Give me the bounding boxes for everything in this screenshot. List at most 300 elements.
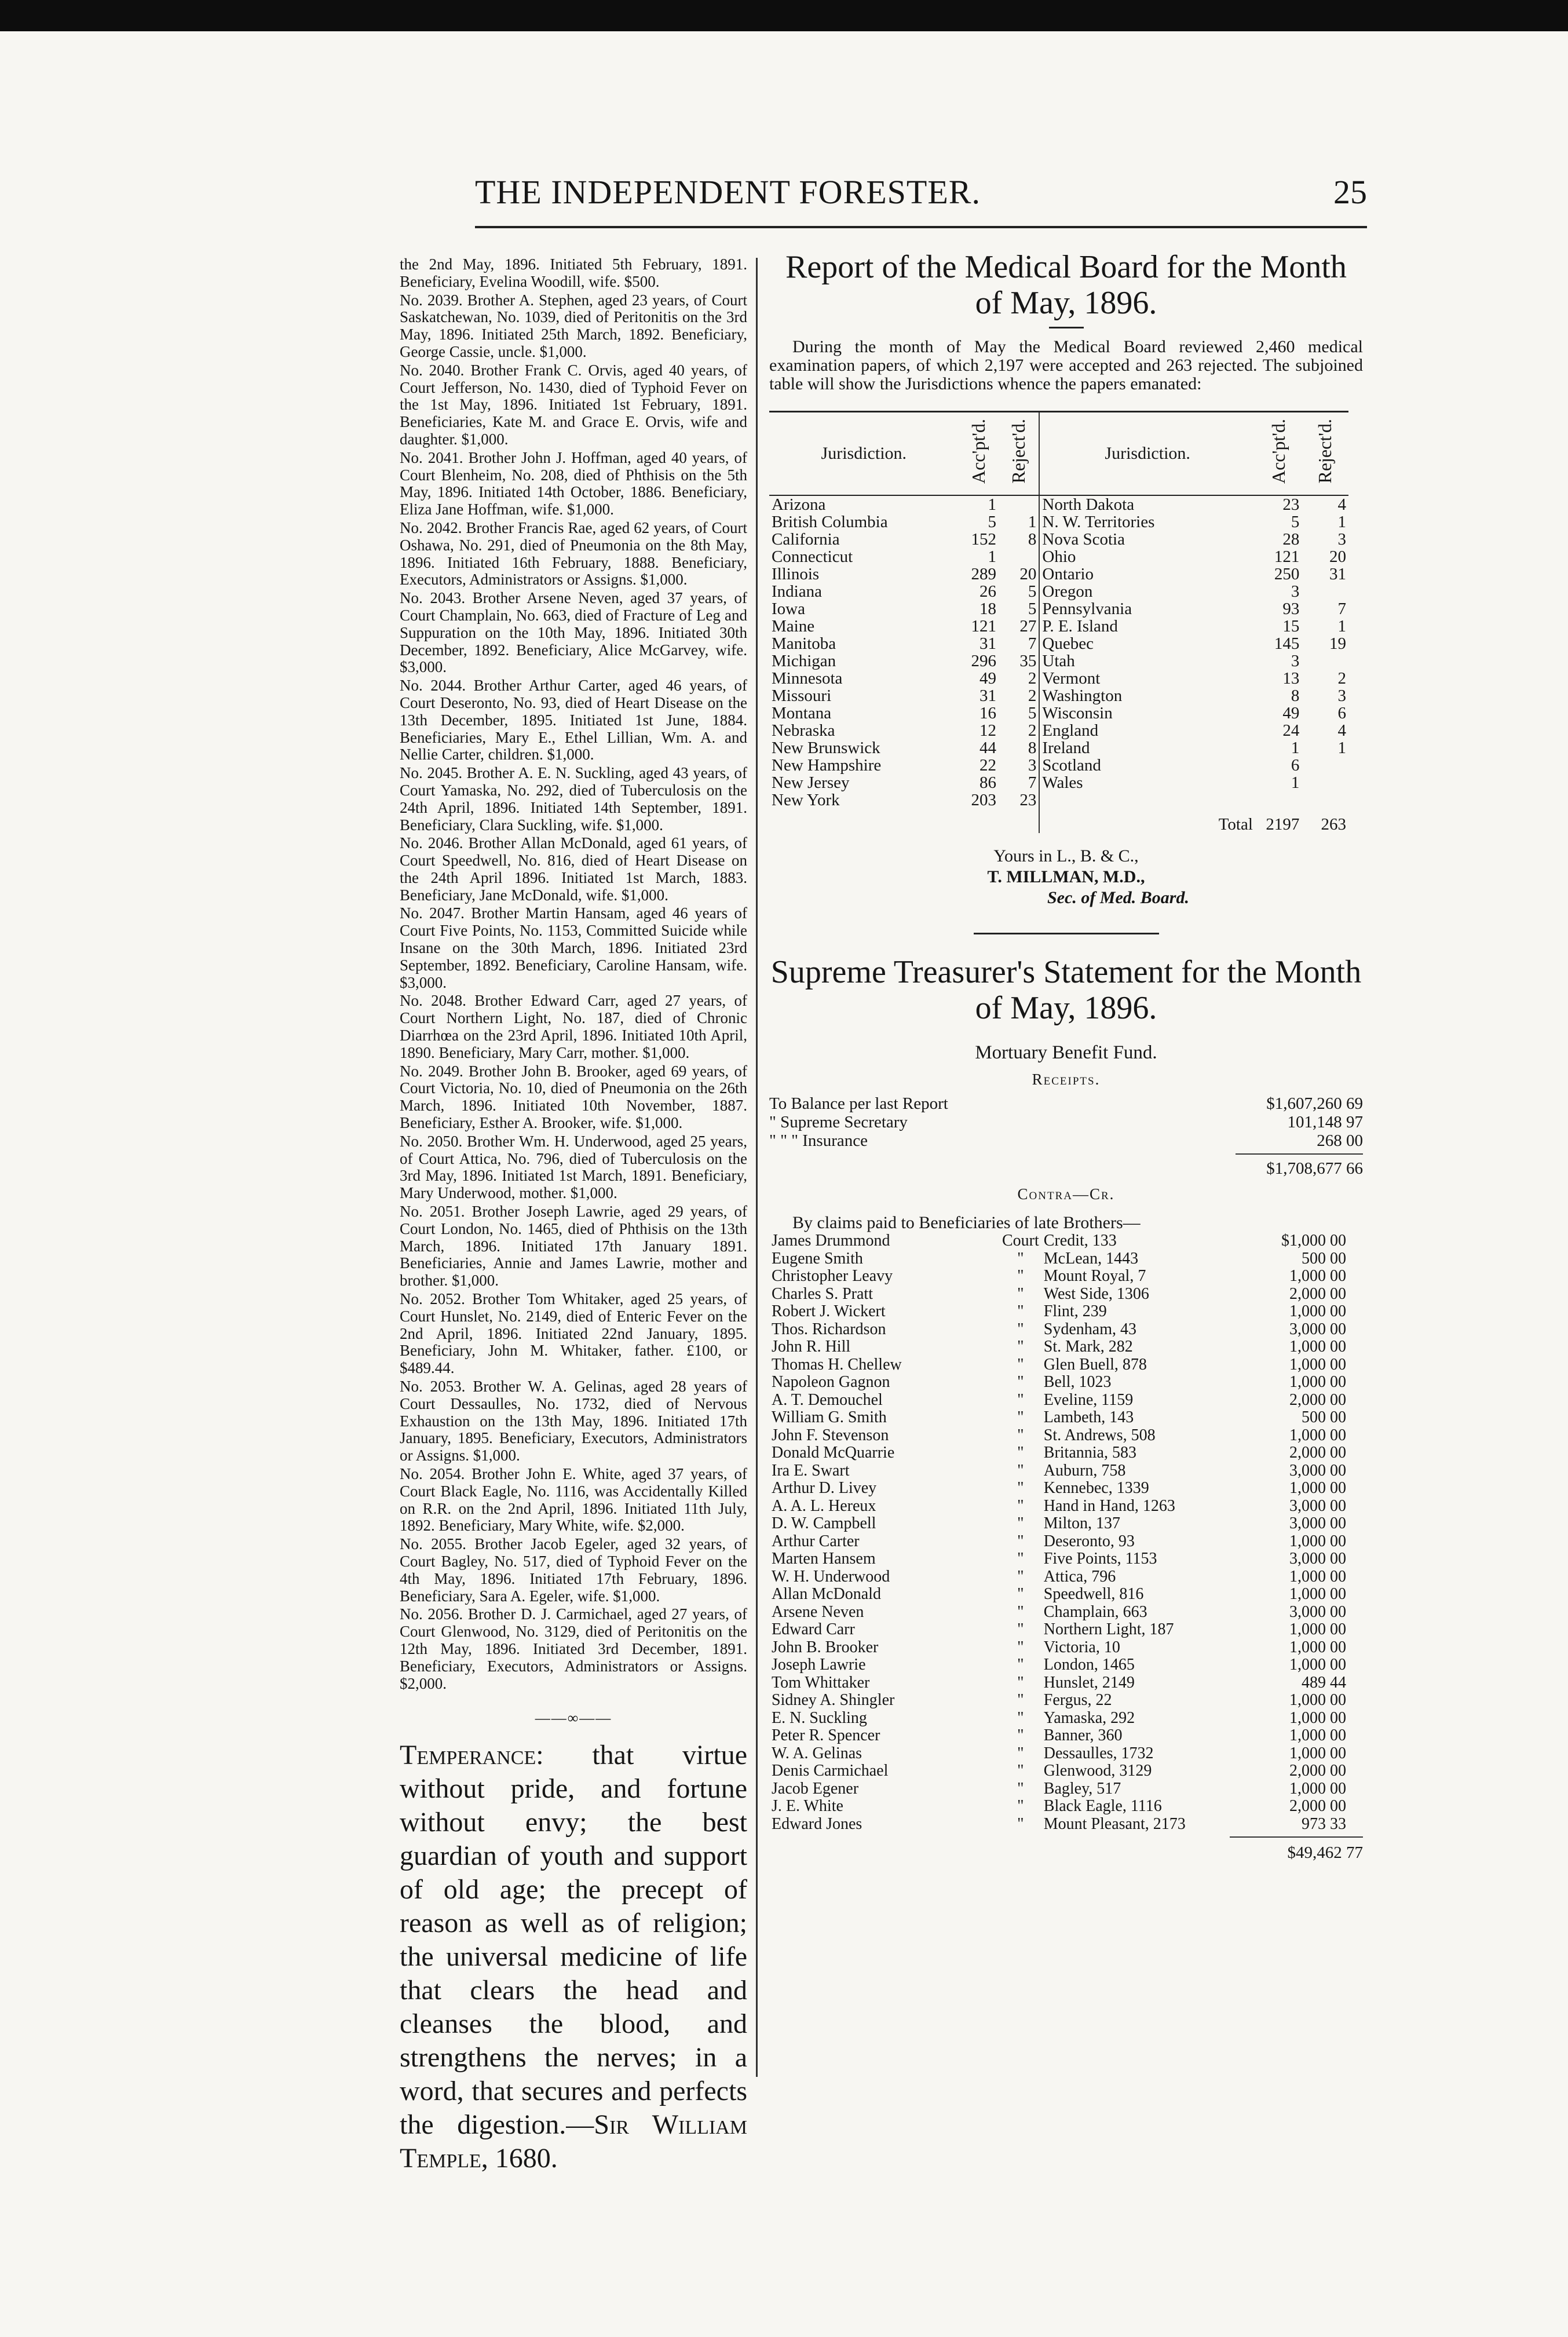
claim-row bbox=[769, 1515, 1348, 1533]
receipt-row: " " " Insurance 268 00 bbox=[769, 1131, 1363, 1150]
claim-ditto: " bbox=[1017, 1390, 1024, 1409]
claim-name: Denis Carmichael bbox=[772, 1762, 889, 1780]
jurisdiction-name: Quebec bbox=[1042, 634, 1094, 653]
jurisdiction-name: Washington bbox=[1042, 687, 1123, 705]
claim-row bbox=[769, 1621, 1348, 1639]
claim-name: Thomas H. Chellew bbox=[772, 1355, 902, 1374]
claim-amount: 2,000 00 bbox=[1289, 1390, 1346, 1409]
jurisdiction-name bbox=[1039, 791, 1255, 809]
claim-court: Mount Pleasant, 2173 bbox=[1043, 1814, 1186, 1833]
rejected-count bbox=[1302, 652, 1348, 670]
claim-amount: 1,000 00 bbox=[1289, 1567, 1346, 1586]
contra-heading: Contra—Cr. bbox=[1017, 1185, 1115, 1203]
claim-court: Dessaulles, 1732 bbox=[1043, 1744, 1154, 1762]
claim-court: Deseronto, 93 bbox=[1043, 1532, 1135, 1550]
claim-name: E. N. Suckling bbox=[772, 1708, 867, 1727]
left-column bbox=[400, 256, 747, 2175]
claim-name: Tom Whittaker bbox=[772, 1673, 870, 1692]
jurisdiction-name: Oregon bbox=[1042, 582, 1093, 601]
jurisdiction-name: North Dakota bbox=[1042, 495, 1135, 514]
claim-court: Mount Royal, 7 bbox=[1043, 1267, 1146, 1285]
claim-row bbox=[769, 1674, 1348, 1692]
claim-amount: 3,000 00 bbox=[1289, 1550, 1346, 1568]
rejected-count: 2 bbox=[999, 670, 1039, 687]
accepted-count: 13 bbox=[1282, 669, 1300, 688]
claim-name: Donald McQuarrie bbox=[772, 1444, 895, 1462]
receipts-heading: Receipts. bbox=[1032, 1071, 1101, 1088]
claim-amount: 1,000 00 bbox=[1289, 1620, 1346, 1638]
claim-amount: 1,000 00 bbox=[1289, 1338, 1346, 1356]
jurisdiction-name: N. W. Territories bbox=[1042, 513, 1155, 531]
claim-court: Hunslet, 2149 bbox=[1043, 1673, 1135, 1692]
jurisdiction-name: Wales bbox=[1042, 773, 1083, 792]
jurisdiction-row bbox=[769, 687, 1348, 704]
jurisdiction-row bbox=[769, 583, 1348, 600]
claim-amount: 489 44 bbox=[1302, 1673, 1346, 1692]
claim-row bbox=[769, 1656, 1348, 1674]
obituary-entry: No. 2044. Brother Arthur Carter, aged 46 years, of Court Deseronto, No. 93, died of Heart Disease on the 13th December, 1895. Initiated 1st June, 1884. Beneficiaries, Mary E., Ethel Lillian, Wm. A. and Nellie Carter, children. $1,000. bbox=[400, 677, 747, 764]
claim-ditto: " bbox=[1017, 1779, 1024, 1798]
claim-row bbox=[769, 1533, 1348, 1551]
jurisdiction-row bbox=[769, 495, 1348, 513]
claim-court: Bell, 1023 bbox=[1043, 1373, 1112, 1391]
jurisdiction-name: Montana bbox=[772, 704, 832, 722]
claim-amount: 1,000 00 bbox=[1289, 1355, 1346, 1374]
jurisdiction-row bbox=[769, 652, 1348, 670]
section-rule bbox=[974, 933, 1159, 934]
jurisdiction-name: Iowa bbox=[772, 600, 805, 618]
claim-amount: 1,000 00 bbox=[1289, 1479, 1346, 1497]
obituary-entry: No. 2052. Brother Tom Whitaker, aged 25 years, of Court Hunslet, No. 2149, died of Enteric Fever on the 2nd April, 1896. Initiated 22nd January, 1895. Beneficiary, John M. Whitaker, father. £100, or $489.44. bbox=[400, 1290, 747, 1377]
rejected-count: 8 bbox=[999, 739, 1039, 757]
rejected-count bbox=[1302, 757, 1348, 774]
claim-name: Charles S. Pratt bbox=[772, 1284, 873, 1303]
claim-amount: 1,000 00 bbox=[1289, 1267, 1346, 1285]
claim-ditto: " bbox=[1017, 1814, 1024, 1833]
jurisdiction-name: Manitoba bbox=[772, 634, 836, 653]
claim-court: Eveline, 1159 bbox=[1043, 1390, 1134, 1409]
claim-name: Christopher Leavy bbox=[772, 1267, 893, 1285]
claim-court: Five Points, 1153 bbox=[1043, 1550, 1157, 1568]
accepted-count: 24 bbox=[1282, 721, 1300, 740]
jurisdiction-name: California bbox=[772, 530, 840, 549]
accepted-count: 16 bbox=[979, 704, 996, 722]
claims-intro: By claims paid to Beneficiaries of late Brothers— bbox=[792, 1213, 1141, 1232]
claim-amount: 500 00 bbox=[1302, 1249, 1346, 1268]
claim-ditto: " bbox=[1017, 1355, 1024, 1374]
rejected-count: 23 bbox=[999, 791, 1039, 809]
obituary-entry: No. 2055. Brother Jacob Egeler, aged 32 years, of Court Bagley, No. 517, died of Typhoid Fever on the 4th May, 1896. Initiated 17th February, 1896. Beneficiary, Sara A. Egeler, wife. $1,000. bbox=[400, 1535, 747, 1605]
claim-row bbox=[769, 1250, 1348, 1268]
obituary-entry: No. 2042. Brother Francis Rae, aged 62 years, of Court Oshawa, No. 291, died of Pneumonia on the 8th May, 1896. Initiated 16th February, 1888. Beneficiary, Executors, Administrators or Assigns. $1,000. bbox=[400, 518, 747, 589]
accepted-count: 1 bbox=[988, 547, 996, 566]
claim-amount: 1,000 00 bbox=[1289, 1744, 1346, 1762]
claim-ditto: " bbox=[1017, 1532, 1024, 1550]
claim-court: Speedwell, 816 bbox=[1043, 1585, 1144, 1603]
jurisdiction-row bbox=[769, 600, 1348, 618]
jurisdiction-row bbox=[769, 548, 1348, 565]
accepted-count: 93 bbox=[1282, 600, 1300, 618]
accepted-count: 152 bbox=[971, 530, 996, 549]
claim-ditto: " bbox=[1017, 1726, 1024, 1744]
obituary-entry: the 2nd May, 1896. Initiated 5th February, 1891. Beneficiary, Evelina Woodill, wife. $500. bbox=[400, 255, 747, 290]
claim-amount: 3,000 00 bbox=[1289, 1514, 1346, 1532]
jurisdiction-name: Nebraska bbox=[772, 721, 835, 740]
jurisdiction-name: Utah bbox=[1042, 652, 1075, 670]
claim-row bbox=[769, 1692, 1348, 1710]
claim-court: Glenwood, 3129 bbox=[1043, 1762, 1152, 1780]
jurisdiction-table bbox=[769, 411, 1348, 833]
temperance-author: Sir William Temple, 1680. bbox=[400, 2109, 747, 2174]
rejected-header: Reject'd. bbox=[999, 412, 1039, 496]
claim-ditto: " bbox=[1017, 1656, 1024, 1674]
claim-name: A. T. Demouchel bbox=[772, 1390, 883, 1409]
claim-name: Arthur D. Livey bbox=[772, 1479, 877, 1497]
jurisdiction-name: Nova Scotia bbox=[1042, 530, 1125, 549]
claim-amount: 1,000 00 bbox=[1289, 1532, 1346, 1550]
claim-court: Yamaska, 292 bbox=[1043, 1708, 1135, 1727]
accepted-count: 18 bbox=[979, 600, 996, 618]
claim-name: Robert J. Wickert bbox=[772, 1302, 886, 1320]
claim-court: Lambeth, 143 bbox=[1043, 1408, 1134, 1426]
rejected-count: 1 bbox=[1337, 739, 1346, 757]
rejected-count: 3 bbox=[999, 757, 1039, 774]
claim-ditto: " bbox=[1017, 1744, 1024, 1762]
claim-row bbox=[769, 1780, 1348, 1798]
claim-name: Thos. Richardson bbox=[772, 1320, 886, 1338]
accepted-count: 5 bbox=[988, 513, 996, 531]
claim-row bbox=[769, 1356, 1348, 1374]
jurisdiction-row bbox=[769, 635, 1348, 652]
claim-ditto: " bbox=[1017, 1302, 1024, 1320]
jurisdiction-name: Ohio bbox=[1042, 547, 1076, 566]
claim-ditto: " bbox=[1017, 1691, 1024, 1709]
accepted-count: 6 bbox=[1291, 756, 1300, 775]
claim-name: John R. Hill bbox=[772, 1338, 851, 1356]
claim-court: Hand in Hand, 1263 bbox=[1043, 1496, 1175, 1515]
claim-row bbox=[769, 1604, 1348, 1622]
claims-rows bbox=[769, 1232, 1348, 1833]
jurisdiction-name: British Columbia bbox=[772, 513, 888, 531]
claim-court: Attica, 796 bbox=[1043, 1567, 1116, 1586]
obituary-entry: No. 2043. Brother Arsene Neven, aged 37 years, of Court Champlain, No. 663, died of Fracture of Leg and Suppuration on the 10th May, 1896. Initiated 30th December, 1892. Beneficiary, Alice McGarvey, wife. $3,000. bbox=[400, 589, 747, 676]
jurisdiction-name: England bbox=[1042, 721, 1099, 740]
claim-court: Milton, 137 bbox=[1043, 1514, 1121, 1532]
claim-name: Allan McDonald bbox=[772, 1585, 881, 1603]
accepted-count: 3 bbox=[1291, 652, 1300, 670]
claim-row bbox=[769, 1286, 1348, 1303]
rejected-count: 7 bbox=[999, 635, 1039, 652]
claim-row bbox=[769, 1639, 1348, 1657]
claim-ditto: " bbox=[1017, 1567, 1024, 1586]
claim-amount: 1,000 00 bbox=[1289, 1779, 1346, 1798]
obituary-entry: No. 2041. Brother John J. Hoffman, aged 40 years, of Court Blenheim, No. 208, died of Phthisis on the 5th May, 1896. Initiated 14th October, 1886. Beneficiary, Eliza Jane Hoffman, wife. $1,000. bbox=[400, 448, 747, 518]
temperance-body: : that virtue without pride, and fortune without envy; the best guardian of youth and support of old age; the precept of reason as well as of religion; the universal medicine of life that clears the head and cleanses the blood, and strengthens the nerves; in a word, that secures and perfects the digestion.— bbox=[400, 1740, 747, 2141]
header-rule bbox=[475, 226, 1367, 228]
page-number: 25 bbox=[1333, 173, 1367, 211]
accepted-count: 31 bbox=[979, 687, 996, 705]
accepted-count: 86 bbox=[979, 773, 996, 792]
total-accepted: 2197 bbox=[1266, 815, 1300, 834]
claim-row bbox=[769, 1409, 1348, 1427]
jurisdiction-name: Missouri bbox=[772, 687, 832, 705]
jurisdiction-name: New York bbox=[772, 791, 840, 809]
obituary-entry: No. 2048. Brother Edward Carr, aged 27 years, of Court Northern Light, No. 187, died of Chronic Diarrhœa on the 23rd April, 1896. Initiated 10th April, 1890. Beneficiary, Mary Carr, mother. $1,000. bbox=[400, 992, 747, 1061]
claim-name: A. A. L. Hereux bbox=[772, 1496, 876, 1515]
jurisdiction-row bbox=[769, 513, 1348, 531]
receipts-list bbox=[769, 1094, 1363, 1150]
claim-ditto: Court bbox=[1002, 1232, 1039, 1250]
medical-report-intro: During the month of May the Medical Board reviewed 2,460 medical examination papers, of which 2,197 were accepted and 263 rejected. The subjoined table will show the Jurisdictions whence the papers emanated: bbox=[769, 337, 1363, 393]
claim-name: Edward Jones bbox=[772, 1814, 862, 1833]
claim-ditto: " bbox=[1017, 1408, 1024, 1426]
accepted-header: Acc'pt'd. bbox=[1255, 412, 1302, 496]
treasurer-title: Supreme Treasurer's Statement for the Month of May, 1896. bbox=[770, 954, 1362, 1026]
obituary-entry: No. 2049. Brother John B. Brooker, aged 69 years, of Court Victoria, No. 10, died of Pneumonia on the 26th March, 1896. Initiated 10th November, 1887. Beneficiary, Esther A. Brooker, wife. $1,000. bbox=[400, 1062, 747, 1132]
claim-ditto: " bbox=[1017, 1762, 1024, 1780]
rejected-count: 19 bbox=[1329, 634, 1346, 653]
jurisdiction-name: Vermont bbox=[1042, 669, 1101, 688]
accepted-count: 1 bbox=[1291, 773, 1300, 792]
total-rejected: 263 bbox=[1321, 815, 1346, 834]
claim-amount: 1,000 00 bbox=[1289, 1585, 1346, 1603]
jurisdiction-row bbox=[769, 704, 1348, 722]
claim-ditto: " bbox=[1017, 1550, 1024, 1568]
page-header bbox=[475, 173, 1367, 219]
signatory-name: T. MILLMAN, M.D., bbox=[987, 867, 1145, 886]
jurisdiction-header-row bbox=[769, 412, 1348, 496]
claim-amount: 3,000 00 bbox=[1289, 1461, 1346, 1480]
rejected-count: 2 bbox=[999, 687, 1039, 704]
claim-ditto: " bbox=[1017, 1496, 1024, 1515]
rejected-count: 1 bbox=[1337, 617, 1346, 636]
claim-row bbox=[769, 1498, 1348, 1516]
jurisdiction-row bbox=[769, 618, 1348, 635]
accepted-count: 203 bbox=[971, 791, 996, 809]
obituary-entry: No. 2056. Brother D. J. Carmichael, aged 27 years, of Court Glenwood, No. 3129, died of Peritonitis on the 12th May, 1896. Initiated 3rd December, 1891. Beneficiary, Executors, Administrators or Assigns. $2,000. bbox=[400, 1605, 747, 1692]
obituary-entry: No. 2039. Brother A. Stephen, aged 23 years, of Court Saskatchewan, No. 1039, died of Peritonitis on the 3rd May, 1896. Initiated 25th March, 1892. Beneficiary, George Cassie, uncle. $1,000. bbox=[400, 291, 747, 360]
claim-court: Kennebec, 1339 bbox=[1043, 1479, 1149, 1497]
accepted-count: 31 bbox=[979, 634, 996, 653]
claim-court: Sydenham, 43 bbox=[1043, 1320, 1136, 1338]
scan-top-bar bbox=[0, 0, 1568, 31]
claim-ditto: " bbox=[1017, 1585, 1024, 1603]
rejected-count bbox=[1302, 583, 1348, 600]
claim-court: Black Eagle, 1116 bbox=[1043, 1797, 1162, 1815]
claim-name: Sidney A. Shingler bbox=[772, 1691, 895, 1709]
rejected-count bbox=[999, 548, 1039, 565]
claims-total: $49,462 77 bbox=[1230, 1836, 1363, 1863]
claim-ditto: " bbox=[1017, 1373, 1024, 1391]
claim-amount: 3,000 00 bbox=[1289, 1602, 1346, 1621]
claim-row bbox=[769, 1745, 1348, 1763]
section-ornament: ——∞—— bbox=[535, 1710, 612, 1727]
claim-name: W. H. Underwood bbox=[772, 1567, 890, 1586]
claim-amount: 2,000 00 bbox=[1289, 1797, 1346, 1815]
claim-name: John F. Stevenson bbox=[772, 1426, 889, 1444]
claim-name: D. W. Campbell bbox=[772, 1514, 876, 1532]
claim-row bbox=[769, 1232, 1348, 1250]
accepted-header: Acc'pt'd. bbox=[959, 412, 999, 496]
accepted-count: 49 bbox=[1282, 704, 1300, 722]
claim-court: London, 1465 bbox=[1043, 1656, 1135, 1674]
claim-amount: 1,000 00 bbox=[1289, 1656, 1346, 1674]
claim-name: Peter R. Spencer bbox=[772, 1726, 880, 1744]
claim-court: Bagley, 517 bbox=[1043, 1779, 1121, 1798]
rejected-count: 27 bbox=[999, 618, 1039, 635]
jurisdiction-name: New Brunswick bbox=[772, 739, 880, 757]
claim-amount: 1,000 00 bbox=[1289, 1302, 1346, 1320]
jurisdiction-row bbox=[769, 565, 1348, 583]
claim-amount: 500 00 bbox=[1302, 1408, 1346, 1426]
claim-court: Glen Buell, 878 bbox=[1043, 1355, 1147, 1374]
claim-court: Credit, 133 bbox=[1043, 1232, 1117, 1250]
claim-amount: 1,000 00 bbox=[1289, 1708, 1346, 1727]
jurisdiction-name: New Hampshire bbox=[772, 756, 882, 775]
claim-row bbox=[769, 1462, 1348, 1480]
jurisdiction-header: Jurisdiction. bbox=[1039, 412, 1255, 496]
claim-ditto: " bbox=[1017, 1461, 1024, 1480]
claim-court: Victoria, 10 bbox=[1043, 1638, 1120, 1656]
jurisdiction-name: Minnesota bbox=[772, 669, 843, 688]
claim-name: Eugene Smith bbox=[772, 1249, 863, 1268]
accepted-count: 22 bbox=[979, 756, 996, 775]
obituary-entry: No. 2053. Brother W. A. Gelinas, aged 28 years of Court Dessaulles, No. 1732, died of Nervous Exhaustion on the 13th May, 1896. Initiated 17th January, 1895. Beneficiary, Executors, Administrators or Assigns. $1,000. bbox=[400, 1378, 747, 1465]
claim-name: Joseph Lawrie bbox=[772, 1656, 866, 1674]
obituary-entry: No. 2045. Brother A. E. N. Suckling, aged 43 years, of Court Yamaska, No. 292, died of Tuberculosis on the 24th April, 1896. Initiated 14th September, 1891. Beneficiary, Clara Suckling, wife. $1,000. bbox=[400, 764, 747, 834]
rejected-count: 20 bbox=[1329, 547, 1346, 566]
rejected-count: 2 bbox=[999, 722, 1039, 739]
rejected-count bbox=[999, 495, 1039, 513]
accepted-count: 15 bbox=[1282, 617, 1300, 636]
claims-table bbox=[769, 1232, 1348, 1833]
accepted-count: 8 bbox=[1291, 687, 1300, 705]
claim-ditto: " bbox=[1017, 1602, 1024, 1621]
claim-name: Ira E. Swart bbox=[772, 1461, 850, 1480]
accepted-count: 1 bbox=[988, 495, 996, 514]
jurisdiction-name: Connecticut bbox=[772, 547, 853, 566]
claim-row bbox=[769, 1727, 1348, 1745]
jurisdiction-name: Pennsylvania bbox=[1042, 600, 1132, 618]
claim-ditto: " bbox=[1017, 1284, 1024, 1303]
claim-court: St. Mark, 282 bbox=[1043, 1338, 1133, 1356]
rejected-count bbox=[1302, 774, 1348, 791]
jurisdiction-name: Ontario bbox=[1042, 565, 1094, 583]
temperance-quote bbox=[400, 1739, 747, 2175]
claim-amount: 3,000 00 bbox=[1289, 1320, 1346, 1338]
medical-signoff bbox=[769, 846, 1363, 908]
publication-title: THE INDEPENDENT FORESTER. bbox=[475, 173, 981, 211]
claim-court: Northern Light, 187 bbox=[1043, 1620, 1174, 1638]
accepted-count: 289 bbox=[971, 565, 996, 583]
claim-ditto: " bbox=[1017, 1708, 1024, 1727]
claim-court: Auburn, 758 bbox=[1043, 1461, 1126, 1480]
claim-row bbox=[769, 1268, 1348, 1286]
rejected-count: 7 bbox=[999, 774, 1039, 791]
claim-ditto: " bbox=[1017, 1267, 1024, 1285]
claim-row bbox=[769, 1392, 1348, 1409]
rejected-count: 20 bbox=[999, 565, 1039, 583]
rejected-count: 7 bbox=[1337, 600, 1346, 618]
claim-name: J. E. White bbox=[772, 1797, 843, 1815]
claim-name: Marten Hansem bbox=[772, 1550, 876, 1568]
claim-amount: 3,000 00 bbox=[1289, 1496, 1346, 1515]
obituary-entry: No. 2047. Brother Martin Hansam, aged 46 years of Court Five Points, No. 1153, Committed Suicide while Insane on the 30th March, 1896. Initiated 23rd September, 1892. Beneficiary, Caroline Hansam, wife. $3,000. bbox=[400, 904, 747, 991]
accepted-count: 5 bbox=[1291, 513, 1300, 531]
claim-amount: 2,000 00 bbox=[1289, 1284, 1346, 1303]
claim-row bbox=[769, 1586, 1348, 1604]
jurisdiction-row bbox=[769, 739, 1348, 757]
claim-ditto: " bbox=[1017, 1249, 1024, 1268]
claim-row bbox=[769, 1816, 1348, 1834]
accepted-count bbox=[1255, 791, 1302, 809]
claim-ditto: " bbox=[1017, 1673, 1024, 1692]
jurisdiction-name: Arizona bbox=[772, 495, 826, 514]
jurisdiction-name: Wisconsin bbox=[1042, 704, 1113, 722]
medical-report-title: Report of the Medical Board for the Month of May, 1896. bbox=[785, 249, 1347, 321]
jurisdiction-total-row bbox=[769, 809, 1348, 833]
accepted-count: 1 bbox=[1291, 739, 1300, 757]
right-column bbox=[769, 249, 1363, 1863]
jurisdiction-name: Ireland bbox=[1042, 739, 1090, 757]
rejected-count: 35 bbox=[999, 652, 1039, 670]
rejected-count: 1 bbox=[999, 513, 1039, 531]
claim-amount: 2,000 00 bbox=[1289, 1444, 1346, 1462]
claim-amount: 1,000 00 bbox=[1289, 1726, 1346, 1744]
claim-name: James Drummond bbox=[772, 1232, 890, 1250]
claim-amount: 1,000 00 bbox=[1289, 1638, 1346, 1656]
rejected-count bbox=[1302, 791, 1348, 809]
accepted-count: 296 bbox=[971, 652, 996, 670]
jurisdiction-row bbox=[769, 774, 1348, 791]
claim-court: Champlain, 663 bbox=[1043, 1602, 1147, 1621]
rejected-count: 5 bbox=[999, 600, 1039, 618]
accepted-count: 121 bbox=[1274, 547, 1300, 566]
claim-amount: $1,000 00 bbox=[1281, 1232, 1346, 1250]
accepted-count: 44 bbox=[979, 739, 996, 757]
obituary-entry: No. 2051. Brother Joseph Lawrie, aged 29 years, of Court London, No. 1465, died of Phthisis on the 13th March, 1896. Initiated 17th January 1891. Beneficiaries, Annie and James Lawrie, mother and brother. $1,000. bbox=[400, 1203, 747, 1290]
claim-name: William G. Smith bbox=[772, 1408, 887, 1426]
rejected-count: 31 bbox=[1329, 565, 1346, 583]
accepted-count: 250 bbox=[1274, 565, 1300, 583]
accepted-count: 49 bbox=[979, 669, 996, 688]
claim-name: Arthur Carter bbox=[772, 1532, 860, 1550]
claim-court: Britannia, 583 bbox=[1043, 1444, 1136, 1462]
jurisdiction-name: Maine bbox=[772, 617, 815, 636]
receipts-total: $1,708,677 66 bbox=[1236, 1153, 1363, 1178]
claim-row bbox=[769, 1710, 1348, 1728]
jurisdiction-row bbox=[769, 670, 1348, 687]
accepted-count: 28 bbox=[1282, 530, 1300, 549]
claim-row bbox=[769, 1762, 1348, 1780]
column-divider bbox=[756, 258, 758, 2077]
signoff-line: Yours in L., B. & C., bbox=[993, 846, 1139, 866]
total-label: Total bbox=[1218, 815, 1253, 834]
receipt-row: " Supreme Secretary 101,148 97 bbox=[769, 1113, 1363, 1131]
claim-row bbox=[769, 1374, 1348, 1392]
rejected-count: 4 bbox=[1337, 721, 1346, 740]
jurisdiction-header: Jurisdiction. bbox=[769, 412, 959, 496]
claim-ditto: " bbox=[1017, 1426, 1024, 1444]
accepted-count: 12 bbox=[979, 721, 996, 740]
claim-name: W. A. Gelinas bbox=[772, 1744, 862, 1762]
receipt-row: To Balance per last Report $1,607,260 69 bbox=[769, 1094, 1363, 1113]
rejected-count: 2 bbox=[1337, 669, 1346, 688]
jurisdiction-row bbox=[769, 722, 1348, 739]
accepted-count: 3 bbox=[1291, 582, 1300, 601]
jurisdiction-name: Indiana bbox=[772, 582, 822, 601]
claim-row bbox=[769, 1338, 1348, 1356]
